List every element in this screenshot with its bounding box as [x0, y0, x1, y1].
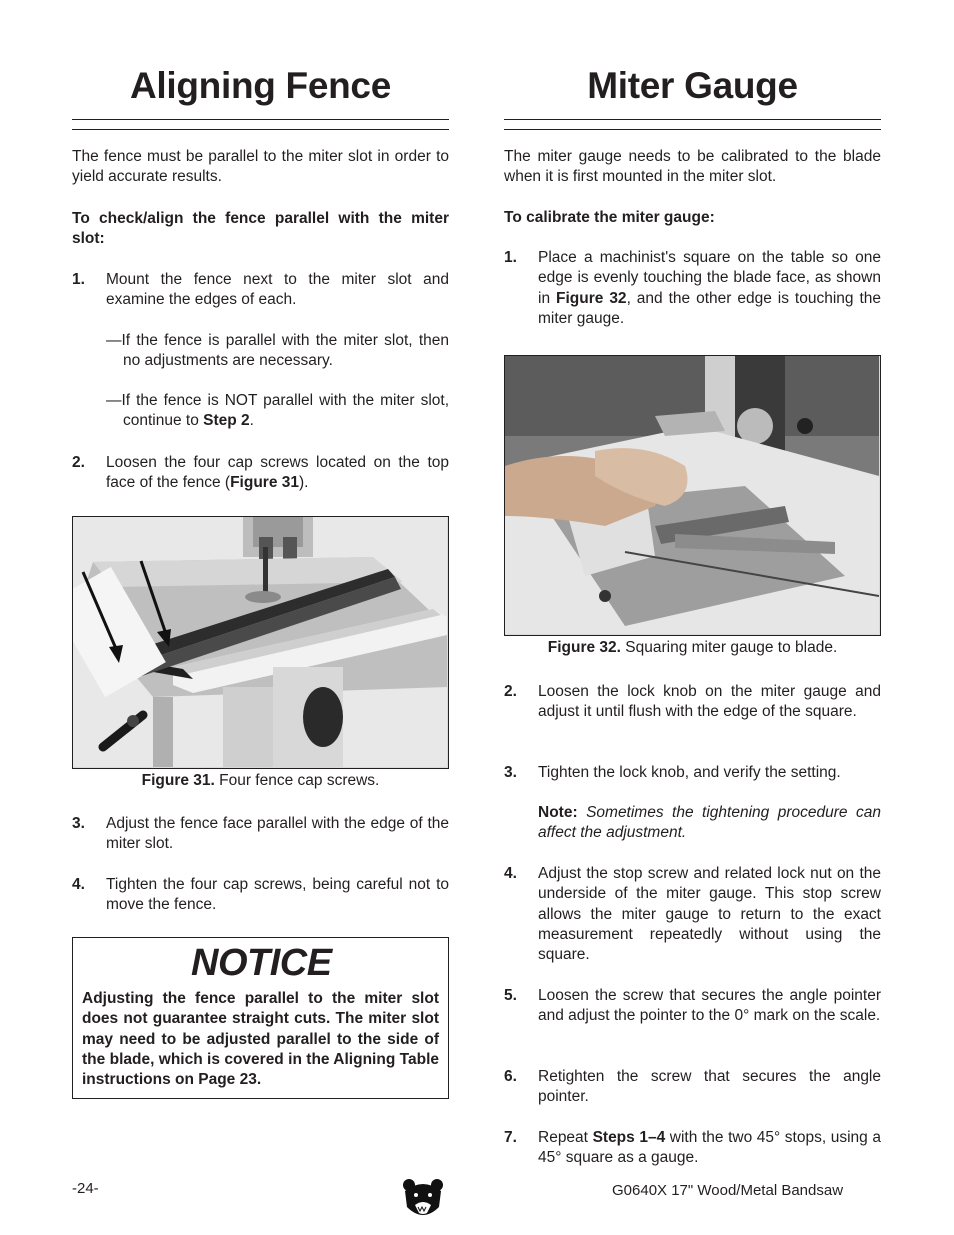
step-text: Tighten the four cap screws, being careful not to move the fence.	[106, 876, 449, 914]
figure-31-photo	[72, 516, 449, 769]
figure-reference: Figure 31	[230, 474, 299, 492]
step-number: 3.	[72, 815, 85, 832]
dash-note-not-parallel	[106, 391, 449, 432]
step-4	[504, 864, 881, 965]
step-text-b: , and the other edge is touching the miter gauge.	[538, 289, 881, 327]
figure-caption-text: Squaring miter gauge to blade.	[620, 639, 838, 656]
step-1	[504, 248, 881, 329]
page-number: -24-	[72, 1180, 99, 1197]
title-rule	[72, 119, 449, 130]
figure-label: Figure 31.	[141, 772, 215, 789]
step-text: Adjust the stop screw and related lock nut on the underside of the miter gauge. This stop screw allows the miter gauge to return to the exact measurement repeatedly without using the square.	[538, 865, 881, 964]
step-reference: Step 2	[203, 412, 250, 430]
notice-title: NOTICE	[191, 942, 332, 984]
dash-note-text: —If the fence is NOT parallel with the miter slot, continue to	[106, 392, 449, 430]
intro-paragraph: The fence must be parallel to the miter slot in order to yield accurate results.	[72, 148, 449, 186]
notice-box	[72, 937, 449, 1099]
step-number: 5.	[504, 987, 517, 1004]
step-2	[72, 453, 449, 494]
notice-body: Adjusting the fence parallel to the miter slot does not guarantee straight cuts. The miter slot may need to be adjusted parallel to the side of the blade, which is covered in the Aligning Table instructions on Page 23.	[82, 990, 439, 1089]
step-6	[504, 1067, 881, 1108]
step-text	[538, 1128, 881, 1169]
procedure-subhead: To check/align the fence parallel with the miter slot:	[72, 210, 449, 248]
step-2	[504, 682, 881, 723]
grizzly-bear-logo-icon	[401, 1177, 445, 1221]
procedure-subhead: To calibrate the miter gauge:	[504, 209, 715, 226]
step-number: 4.	[504, 865, 517, 882]
title-rule	[504, 119, 881, 130]
step-4	[72, 875, 449, 916]
steps-reference: Steps 1–4	[592, 1129, 666, 1146]
figure-32-photo	[504, 355, 881, 636]
step-text	[106, 453, 449, 494]
step-number: 2.	[72, 454, 85, 471]
step-text-a: Place a machinist's square on the table so one edge is evenly touching the blade face, as shown in	[538, 249, 881, 307]
figure-reference: Figure 32	[556, 289, 627, 307]
dash-note-parallel: —If the fence is parallel with the miter slot, then no adjustments are necessary.	[106, 332, 449, 370]
step-text: Tighten the lock knob, and verify the setting.	[538, 764, 841, 781]
note-body: Sometimes the tightening procedure can affect the adjustment.	[538, 804, 881, 842]
intro-paragraph: The miter gauge needs to be calibrated to the blade when it is first mounted in the miter slot.	[504, 148, 881, 186]
note-label: Note:	[538, 804, 578, 821]
step-number: 2.	[504, 683, 517, 700]
step-number: 1.	[504, 249, 517, 266]
step-7	[504, 1128, 881, 1169]
step-number: 4.	[72, 876, 85, 893]
dash-note-end: .	[249, 412, 254, 430]
step-text: Loosen the screw that secures the angle pointer and adjust the pointer to the 0° mark on the scale.	[538, 987, 881, 1025]
step-text-b: with the two 45° stops, using a 45° square as a gauge.	[538, 1129, 881, 1167]
step-text: Mount the fence next to the miter slot and examine the edges of each.	[106, 271, 449, 309]
note-text	[538, 803, 881, 844]
step-number: 3.	[504, 764, 517, 781]
section-title-aligning-fence: Aligning Fence	[130, 65, 391, 106]
note	[504, 803, 881, 844]
step-number: 6.	[504, 1068, 517, 1085]
step-text	[538, 248, 881, 329]
step-text: Loosen the lock knob on the miter gauge and adjust it until flush with the edge of the square.	[538, 683, 881, 721]
figure-32-caption	[504, 639, 881, 657]
step-text-b: ).	[299, 474, 309, 492]
step-text: Adjust the fence face parallel with the edge of the miter slot.	[106, 815, 449, 853]
figure-label: Figure 32.	[547, 639, 621, 656]
section-title-miter-gauge: Miter Gauge	[587, 65, 798, 106]
step-text-a: Loosen the four cap screws located on the top face of the fence (	[106, 454, 449, 492]
figure-caption-text: Four fence cap screws.	[214, 772, 380, 789]
step-1	[72, 270, 449, 311]
step-number: 7.	[504, 1129, 517, 1146]
model-name: G0640X 17" Wood/Metal Bandsaw	[612, 1182, 844, 1199]
step-number: 1.	[72, 271, 85, 288]
step-text-a: Repeat	[538, 1129, 593, 1146]
figure-31-caption	[72, 772, 449, 790]
step-3	[504, 763, 881, 783]
step-text: Retighten the screw that secures the angle pointer.	[538, 1068, 881, 1106]
step-3	[72, 814, 449, 855]
step-5	[504, 986, 881, 1027]
